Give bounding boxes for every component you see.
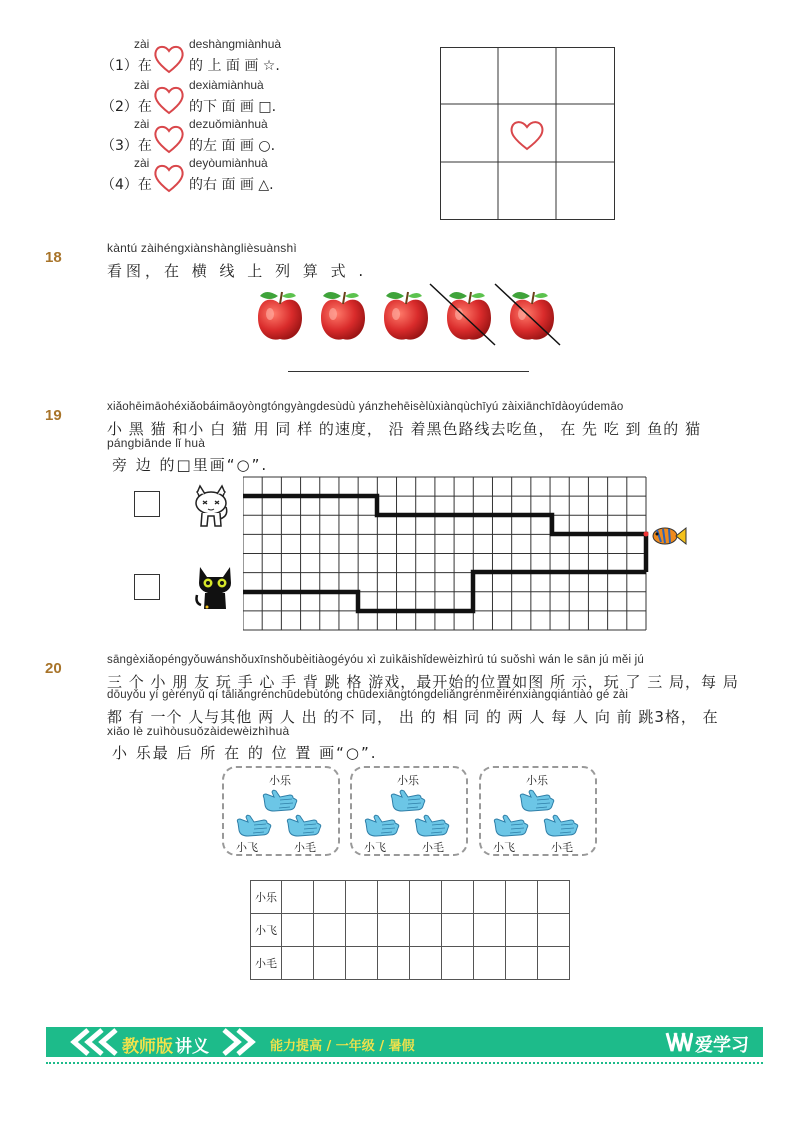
jump-grid-table: [250, 880, 570, 980]
instruction-num: （2）在: [101, 99, 152, 115]
player-label-right: 小毛: [422, 841, 444, 854]
instruction-num: （1）在: [101, 58, 152, 74]
hand-back-icon: [517, 788, 557, 814]
double-chevron-right-icon: [220, 1028, 262, 1056]
jump-cell[interactable]: [314, 947, 346, 980]
jump-cell[interactable]: [378, 881, 410, 914]
jump-cell[interactable]: [474, 947, 506, 980]
jump-cell[interactable]: [538, 914, 570, 947]
question-text: 都 有 一个 人与其他 两 人 出 的不 同， 出 的 相 同 的 两 人 每 人 向 前 跳3格， 在: [107, 708, 719, 726]
instruction-text: 的左 面 画 ○.: [189, 138, 276, 154]
heart-icon: [152, 123, 186, 155]
jump-cell[interactable]: [538, 881, 570, 914]
round-card-1: [222, 766, 340, 856]
jump-cell[interactable]: [314, 881, 346, 914]
table-row: [251, 881, 570, 914]
heart-icon: [152, 162, 186, 194]
three-by-three-grid: [440, 47, 616, 221]
footer-divider: [46, 1062, 763, 1064]
table-row: [251, 947, 570, 980]
player-label-left: 小飞: [364, 841, 386, 854]
footer-title-a: 教师版: [122, 1037, 173, 1057]
double-chevron-left-icon: [58, 1028, 118, 1056]
answer-line[interactable]: [288, 371, 529, 372]
jump-cell[interactable]: [506, 881, 538, 914]
pinyin-line: dexiàmiànhuà: [189, 78, 264, 92]
jump-cell[interactable]: [410, 914, 442, 947]
fish-icon: [651, 525, 687, 547]
pinyin-line: xiǎohēimāohéxiǎobáimāoyòngtóngyàngdesùdù yánzhehēisèlùxiànqùchīyú zàixiānchīdàoyúdemāo: [107, 401, 624, 413]
hand-back-icon: [234, 813, 274, 839]
apple-icon: [447, 292, 491, 340]
jump-cell[interactable]: [378, 914, 410, 947]
black-cat-icon: [193, 563, 237, 611]
apples-illustration: [250, 282, 570, 352]
pinyin-zai: zài: [134, 156, 150, 170]
hand-back-icon: [260, 788, 300, 814]
brand-logo-icon: [665, 1029, 693, 1055]
pinyin-line: sāngèxiǎopéngyǒuwánshǒuxīnshǒubèitiàogéyóu xì zuìkāishǐdewèizhìrú tú suǒshì wán le sān jú měi jú: [107, 654, 645, 666]
row-header: 小乐: [251, 881, 282, 914]
jump-cell[interactable]: [538, 947, 570, 980]
pinyin-zai: zài: [134, 78, 150, 92]
player-label-top: 小乐: [269, 774, 291, 787]
hand-back-icon: [412, 813, 452, 839]
jump-cell[interactable]: [410, 947, 442, 980]
route-end-dot: [644, 532, 649, 537]
player-label-top: 小乐: [397, 774, 419, 787]
apple-icon: [384, 292, 428, 340]
jump-cell[interactable]: [474, 881, 506, 914]
heart-icon: [152, 84, 186, 116]
jump-cell[interactable]: [282, 947, 314, 980]
jump-cell[interactable]: [346, 881, 378, 914]
footer-subtitle: 能力提高 / 一年级 / 暑假: [270, 1039, 415, 1054]
row-header: 小飞: [251, 914, 282, 947]
player-label-right: 小毛: [551, 841, 573, 854]
jump-cell[interactable]: [378, 947, 410, 980]
player-label-top: 小乐: [526, 774, 548, 787]
hand-back-icon: [491, 813, 531, 839]
jump-cell[interactable]: [282, 914, 314, 947]
apple-icon: [258, 292, 302, 340]
brand-logo-text: 爱学习: [695, 1035, 749, 1056]
round-card-2: [350, 766, 468, 856]
jump-cell[interactable]: [442, 881, 474, 914]
question-text: 小 乐最 后 所 在 的 位 置 画“○”.: [112, 744, 378, 762]
question-number: 20: [45, 660, 62, 677]
footer-title-b: 讲义: [175, 1037, 209, 1057]
jump-cell[interactable]: [442, 914, 474, 947]
pinyin-line: deyòumiànhuà: [189, 156, 268, 170]
instruction-text: 的右 面 画 △.: [189, 177, 274, 193]
pinyin-zai: zài: [134, 117, 150, 131]
hand-palm-icon: [388, 788, 428, 814]
pinyin-line: kàntú zàihéngxiànshànglièsuànshì: [107, 241, 297, 255]
pinyin-line: pángbiānde lǐ huà: [107, 436, 206, 450]
white-cat-answer-box[interactable]: [134, 491, 160, 517]
player-label-left: 小飞: [493, 841, 515, 854]
question-text: 小 黑 猫 和小 白 猫 用 同 样 的速度， 沿 着黑色路线去吃鱼， 在 先 吃 到 鱼的 猫: [107, 420, 702, 438]
jump-cell[interactable]: [346, 947, 378, 980]
pinyin-line: xiǎo lè zuìhòusuǒzàidewèizhìhuà: [107, 724, 290, 738]
jump-cell[interactable]: [282, 881, 314, 914]
instruction-num: （4）在: [101, 177, 152, 193]
instruction-num: （3）在: [101, 138, 152, 154]
black-cat-answer-box[interactable]: [134, 574, 160, 600]
pinyin-line: dezuǒmiànhuà: [189, 117, 268, 131]
player-label-left: 小飞: [236, 841, 258, 854]
round-card-3: [479, 766, 597, 856]
jump-cell[interactable]: [442, 947, 474, 980]
apple-icon: [321, 292, 365, 340]
jump-cell[interactable]: [506, 914, 538, 947]
pinyin-line: deshàngmiànhuà: [189, 37, 282, 51]
row-header: 小毛: [251, 947, 282, 980]
jump-cell[interactable]: [346, 914, 378, 947]
jump-cell[interactable]: [314, 914, 346, 947]
jump-cell[interactable]: [410, 881, 442, 914]
instruction-text: 的下 面 画 □.: [189, 99, 277, 115]
question-number: 19: [45, 407, 62, 424]
hand-palm-icon: [541, 813, 581, 839]
question-text: 旁 边 的□里画“○”.: [112, 456, 269, 474]
hand-back-icon: [284, 813, 324, 839]
question-number: 18: [45, 249, 62, 266]
question-text: 三 个 小 朋 友 玩 手 心 手 背 跳 格 游戏，最开始的位置如图 所 示，玩 了 三 局，每 局: [107, 673, 739, 691]
pinyin-zai: zài: [134, 37, 150, 51]
jump-cell[interactable]: [474, 914, 506, 947]
hand-palm-icon: [362, 813, 402, 839]
heart-icon: [152, 43, 186, 75]
instruction-text: 的 上 面 画 ☆.: [189, 58, 280, 74]
pinyin-line: dōuyǒu yí gèrényǔ qí tāliǎngrénchūdebùtóng chūdexiāngtóngdeliǎngrénměirénxiàngqiántiào gé zài: [107, 689, 629, 701]
player-label-right: 小毛: [294, 841, 316, 854]
jump-cell[interactable]: [506, 947, 538, 980]
maze-grid: [243, 476, 651, 634]
question-text: 看图，在 横 线 上 列 算 式 .: [107, 262, 368, 280]
white-cat-icon: [188, 483, 234, 529]
table-row: [251, 914, 570, 947]
